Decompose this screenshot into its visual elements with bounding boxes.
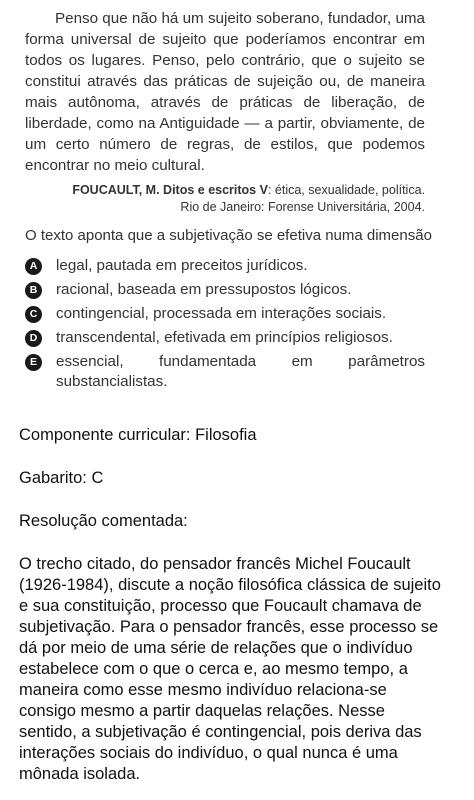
option-d-badge-icon: D (25, 330, 42, 347)
option-b-badge-icon: B (25, 282, 42, 299)
resolution-heading: Resolução comentada: (19, 512, 188, 530)
option-b[interactable] (25, 280, 425, 300)
option-b-text: racional, baseada em pressupostos lógicos. (56, 281, 352, 298)
option-a-text: legal, pautada em preceitos jurídicos. (56, 257, 308, 274)
citation-details-2: Rio de Janeiro: Forense Universitária, 2004. (180, 200, 425, 214)
option-c-badge-icon: C (25, 306, 42, 323)
citation-author-work: FOUCAULT, M. Ditos e escritos V (72, 183, 268, 197)
citation (25, 182, 425, 216)
option-c[interactable] (25, 304, 425, 324)
option-d-text: transcendental, efetivada em princípios religiosos. (56, 329, 393, 346)
curricular-component: Componente curricular: Filosofia (19, 426, 257, 444)
question-prompt: O texto aponta que a subjetivação se efetiva numa dimensão (25, 227, 432, 244)
option-e[interactable] (25, 352, 425, 392)
option-e-text: essencial, fundamentada em parâmetros substancialistas. (56, 353, 425, 390)
option-c-text: contingencial, processada em interações sociais. (56, 305, 387, 322)
answer-key: Gabarito: C (19, 469, 104, 487)
citation-line-1 (25, 182, 425, 199)
option-a[interactable] (25, 256, 425, 276)
option-a-badge-icon: A (25, 258, 42, 275)
answer-block (19, 425, 447, 785)
quote-paragraph: Penso que não há um sujeito soberano, fundador, uma forma universal de sujeito que poderíamos encontrar em todos os lugares. Penso, pelo contrário, que o sujeito se constitui através das práticas de sujeição ou, de maneira mais autônoma, através de práticas de liberação, de liberdade, como na Antiguidade — a partir, obviamente, de um certo número de regras, de estilos, que podemos encontrar no meio cultural. (25, 10, 425, 174)
resolution-text: O trecho citado, do pensador francês Michel Foucault (1926-1984), discute a noção filosófica clássica de sujeito e sua constituição, processo que Foucault chamava de subjetivação. Para o pensador francês, esse processo se dá por meio de uma série de relações que o indivíduo estabelece com o que o cerca e, ao mesmo tempo, a maneira como esse mesmo indivíduo relaciona-se consigo mesmo a partir daquelas relações. Nesse sentido, a subjetivação é contingencial, pois deriva das interações sociais do indivíduo, o qual nunca é uma mônada isolada. (19, 555, 441, 783)
option-e-badge-icon: E (25, 354, 42, 371)
option-d[interactable] (25, 328, 425, 348)
question-block (25, 8, 432, 396)
options-list (25, 256, 425, 392)
citation-details-1: : ética, sexualidade, política. (267, 183, 425, 197)
quote-text-block (25, 8, 425, 176)
